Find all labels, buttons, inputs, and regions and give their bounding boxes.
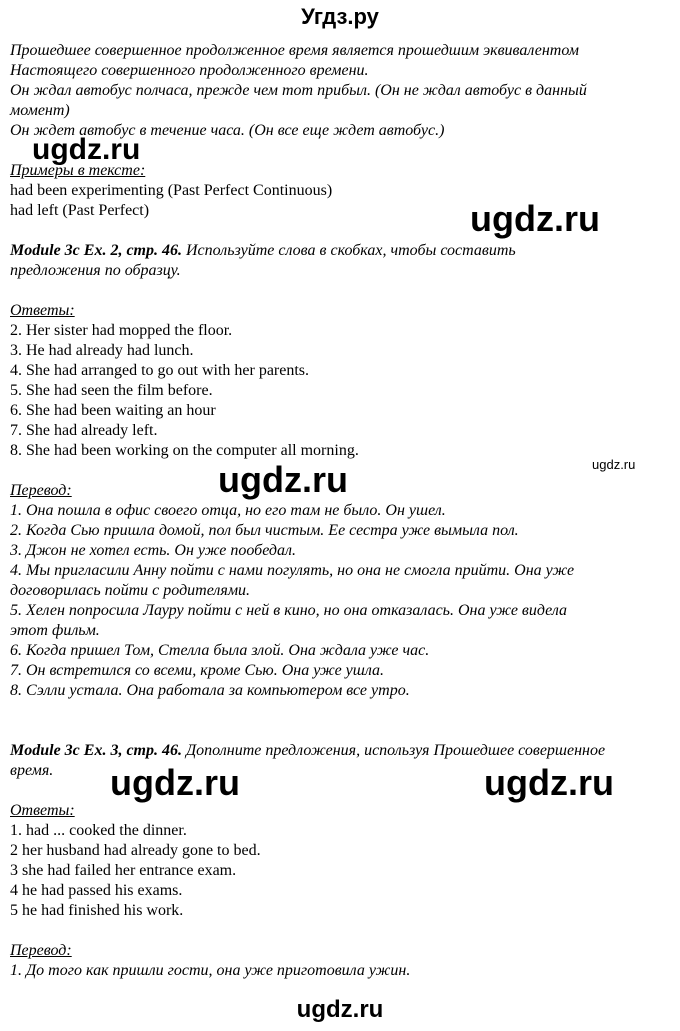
ex3-answer: 4 he had passed his exams. [10, 882, 183, 899]
watermark: ugdz.ru [218, 459, 348, 500]
ex2-translation-line: 8. Сэлли устала. Она работала за компьютером все утро. [10, 682, 410, 699]
ex3-answer: 2 her husband had already gone to bed. [10, 842, 261, 859]
site-title: Угдз.ру [301, 4, 379, 29]
ex2-task [10, 241, 675, 261]
ex3-translation-line: 1. До того как пришли гости, она уже приготовила ужин. [10, 962, 411, 979]
ex2-answers-heading: Ответы: [10, 302, 75, 319]
examples-heading: Примеры в тексте: [10, 162, 146, 179]
watermark: ugdz.ru [592, 457, 636, 472]
ex2-ref: Module 3c Ex. 2, стр. 46. [10, 242, 182, 259]
ex2-translation-line: 4. Мы пригласили Анну пойти с нами погулять, но она не смогла прийти. Она уже [10, 562, 575, 579]
intro-line: Прошедшее совершенное продолженное время является прошедшим эквивалентом [10, 42, 579, 59]
ex2-translation-line: договорилась пойти с родителями. [10, 582, 251, 599]
intro-line: Он ждал автобус полчаса, прежде чем тот прибыл. (Он не ждал автобус в данный [10, 82, 587, 99]
ex3-answer: 1. had ... cooked the dinner. [10, 822, 187, 839]
ex2-answer: 3. He had already had lunch. [10, 342, 194, 359]
ex2-translation-line: 1. Она пошла в офис своего отца, но его там не было. Он ушел. [10, 502, 446, 519]
intro-line: Настоящего совершенного продолженного времени. [10, 62, 369, 79]
ex3-answer: 3 she had failed her entrance exam. [10, 862, 237, 879]
ex2-translation-line: 3. Джон не хотел есть. Он уже пообедал. [10, 542, 296, 559]
ex3-ref: Module 3c Ex. 3, стр. 46. [10, 742, 182, 759]
ex3-translation-heading: Перевод: [10, 942, 72, 959]
ex2-translation-line: 2. Когда Сью пришла домой, пол был чистым. Ее сестра уже вымыла пол. [10, 522, 519, 539]
intro-line: Он ждет автобус в течение часа. (Он все еще ждет автобус.) [10, 122, 445, 139]
ex2-task-cont: предложения по образцу. [10, 262, 181, 279]
ex3-answer: 5 he had finished his work. [10, 902, 184, 919]
ex2-answer: 6. She had been waiting an hour [10, 402, 216, 419]
ex2-answer: 4. She had arranged to go out with her parents. [10, 362, 310, 379]
ex3-answers-heading: Ответы: [10, 802, 75, 819]
footer-watermark: ugdz.ru [296, 996, 384, 1023]
ex2-translation-line: 5. Хелен попросила Лауру пойти с ней в кино, но она отказалась. Она уже видела [10, 602, 568, 619]
watermark: ugdz.ru [470, 198, 600, 239]
ex3-task-cont: время. [10, 762, 54, 779]
watermark: ugdz.ru [110, 762, 240, 803]
ex3-task [10, 741, 675, 761]
document-body [10, 41, 675, 981]
watermark: ugdz.ru [484, 762, 614, 803]
example-line: had left (Past Perfect) [10, 202, 150, 219]
ex2-translation-line: этот фильм. [10, 622, 100, 639]
ex2-answer: 2. Her sister had mopped the floor. [10, 322, 233, 339]
ex2-answer: 8. She had been working on the computer all morning. [10, 442, 359, 459]
watermark: ugdz.ru [32, 133, 141, 166]
ex2-answer: 5. She had seen the film before. [10, 382, 213, 399]
ex2-translation-line: 7. Он встретился со всеми, кроме Сью. Она уже ушла. [10, 662, 385, 679]
intro-line: момент) [10, 102, 70, 119]
ex2-answer: 7. She had already left. [10, 422, 158, 439]
example-line: had been experimenting (Past Perfect Continuous) [10, 182, 333, 199]
ex2-translation-line: 6. Когда пришел Том, Стелла была злой. Она ждала уже час. [10, 642, 430, 659]
ex2-task-text: Используйте слова в скобках, чтобы составить [182, 242, 516, 259]
ex3-task-text: Дополните предложения, используя Прошедшее совершенное [182, 742, 606, 759]
ex2-translation-heading: Перевод: [10, 482, 72, 499]
